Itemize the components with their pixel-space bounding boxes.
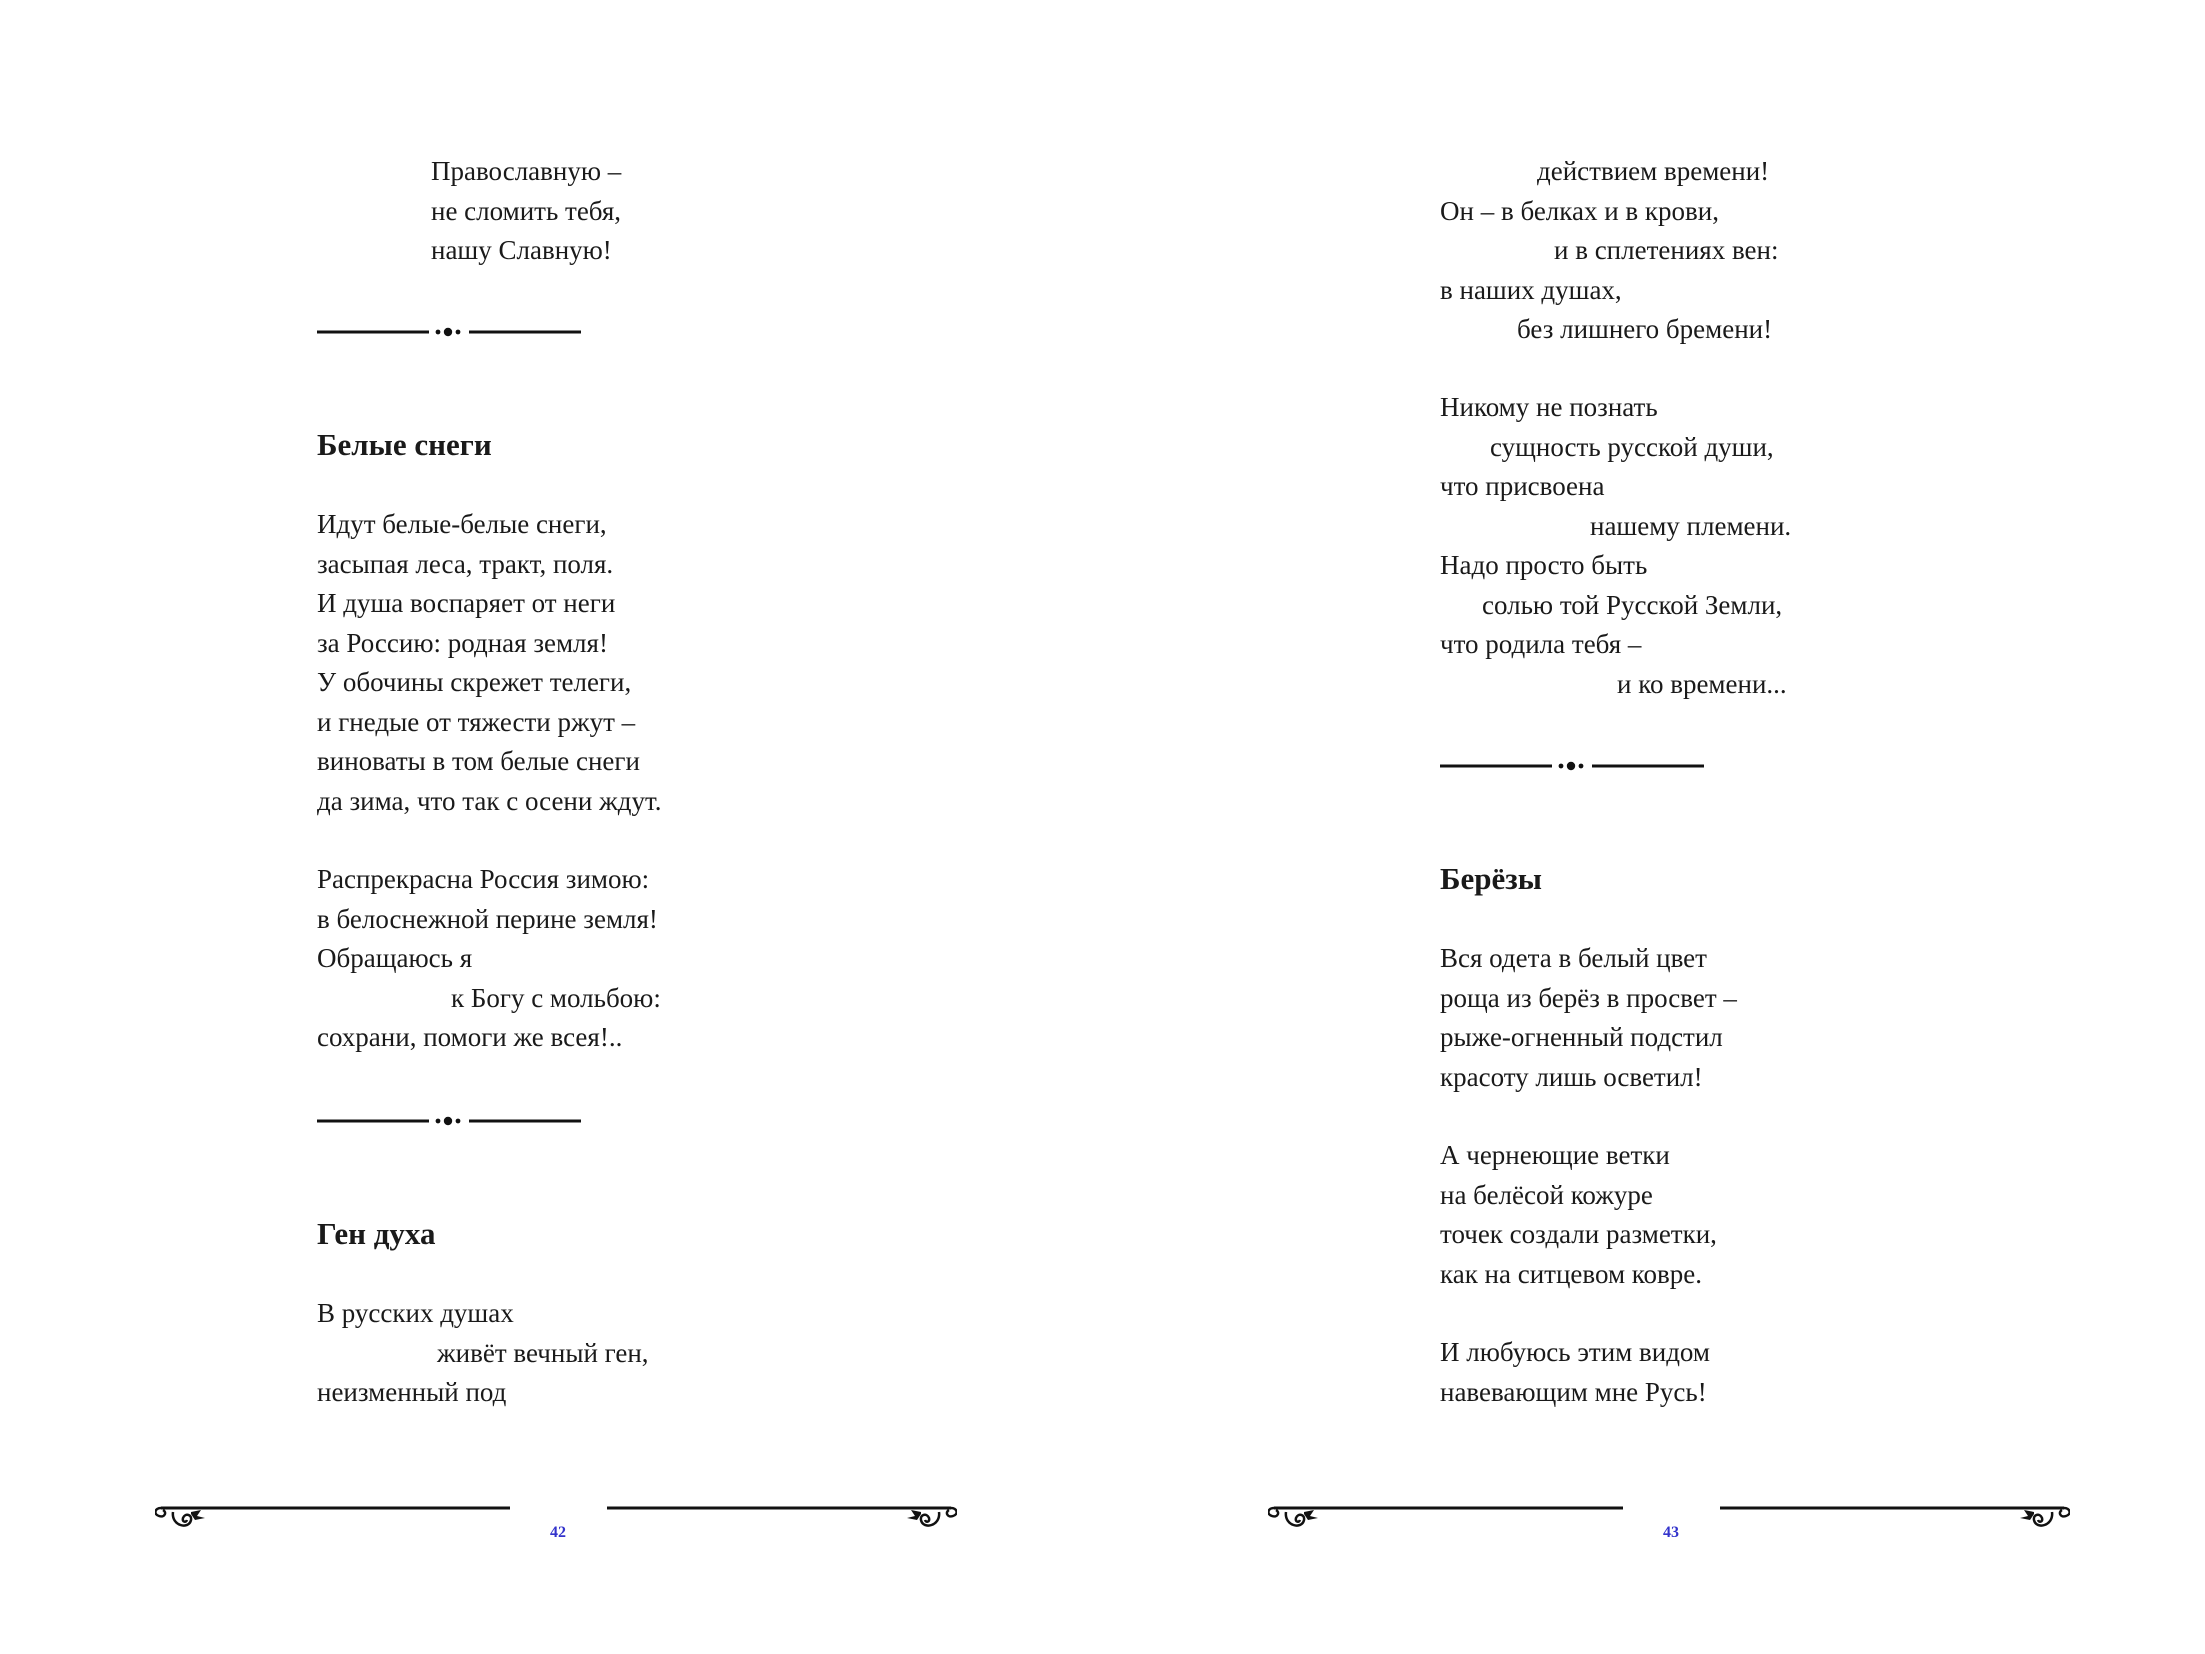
verse-line: нашему племени. — [1590, 510, 1792, 541]
verse-line: Он – в белках и в крови, — [1440, 195, 1719, 226]
section-divider — [317, 325, 581, 339]
page-number: 42 — [550, 1524, 566, 1541]
verse-line: навевающим мне Русь! — [1440, 1376, 1707, 1407]
flourish-left-icon — [155, 1508, 510, 1526]
section-divider — [1440, 759, 1704, 773]
verse-line: без лишнего бремени! — [1517, 314, 1773, 344]
flourish-right-icon — [1720, 1508, 2070, 1526]
stanza — [1440, 1136, 1717, 1294]
verse-line: роща из берёз в просвет – — [1440, 982, 1737, 1013]
verse-line: живёт вечный ген, — [437, 1337, 649, 1368]
verse-line: И душа воспаряет от неги — [317, 588, 616, 618]
verse-line: действием времени! — [1537, 156, 1770, 186]
verse-line: на белёсой кожуре — [1440, 1179, 1653, 1210]
verse-line: не сломить тебя, — [431, 195, 622, 226]
verse-line: что родила тебя – — [1440, 629, 1642, 659]
left-page — [0, 0, 1102, 1654]
verse-line: Православную – — [431, 156, 622, 186]
verse-line: И любуюсь этим видом — [1440, 1337, 1710, 1367]
right-page — [1103, 0, 2205, 1654]
poem-title-text: Ген духа — [317, 1216, 436, 1251]
verse-line: Вся одета в белый цвет — [1440, 943, 1707, 973]
poem-title-text: Белые снеги — [317, 427, 492, 462]
verse-line: и гнедые от тяжести ржут – — [317, 706, 636, 737]
verse-line: и в сплетениях вен: — [1554, 235, 1779, 265]
stanza — [317, 505, 662, 821]
verse-line: в белоснежной перине земля! — [317, 903, 658, 934]
verse-line: Обращаюсь я — [317, 943, 473, 973]
verse-line: нашу Славную! — [431, 235, 612, 265]
verse-line: засыпая леса, тракт, поля. — [317, 548, 614, 579]
verse-line: что присвоена — [1440, 471, 1605, 501]
verse-line: виноваты в том белые снеги — [317, 746, 640, 776]
verse-line: сохрани, помоги же всея!.. — [317, 1022, 623, 1052]
verse-line: точек создали разметки, — [1440, 1219, 1717, 1249]
section-divider — [317, 1114, 581, 1128]
verse-line: и ко времени... — [1617, 668, 1787, 699]
verse-line: У обочины скрежет телеги, — [317, 667, 632, 697]
verse-line: рыже-огненный подстил — [1440, 1022, 1723, 1052]
poem-continuation — [1440, 152, 1778, 350]
stanza — [317, 860, 661, 1058]
verse-line: как на ситцевом ковре. — [1440, 1258, 1703, 1289]
stanza — [317, 1294, 649, 1413]
poem-title — [317, 1214, 436, 1254]
flourish-left-icon — [1268, 1508, 1623, 1526]
stanza — [1440, 939, 1737, 1097]
poem-title — [317, 425, 492, 465]
verse-line: в наших душах, — [1440, 274, 1622, 305]
verse-line: да зима, что так с осени ждут. — [317, 785, 662, 816]
verse-line: неизменный под — [317, 1377, 507, 1407]
verse-line: Распрекрасна Россия зимою: — [317, 864, 650, 894]
verse-line: сущность русской души, — [1490, 431, 1774, 462]
page-number: 43 — [1663, 1524, 1679, 1541]
verse-line: за Россию: родная земля! — [317, 627, 608, 658]
verse-line: Никому не познать — [1440, 392, 1658, 422]
poem-title-text: Берёзы — [1440, 861, 1542, 896]
verse-line: Надо просто быть — [1440, 550, 1648, 580]
verse-line: Идут белые-белые снеги, — [317, 509, 607, 539]
verse-line: красоту лишь осветил! — [1440, 1061, 1703, 1092]
poem-title — [1440, 859, 1542, 899]
stanza — [1440, 388, 1791, 704]
flourish-right-icon — [607, 1508, 957, 1526]
verse-line: солью той Русской Земли, — [1482, 589, 1783, 620]
verse-line: В русских душах — [317, 1298, 514, 1328]
stanza — [1440, 1333, 1710, 1412]
verse-line: к Богу с мольбою: — [451, 982, 661, 1013]
poem-continuation — [431, 152, 621, 271]
verse-line: А чернеющие ветки — [1440, 1140, 1670, 1170]
